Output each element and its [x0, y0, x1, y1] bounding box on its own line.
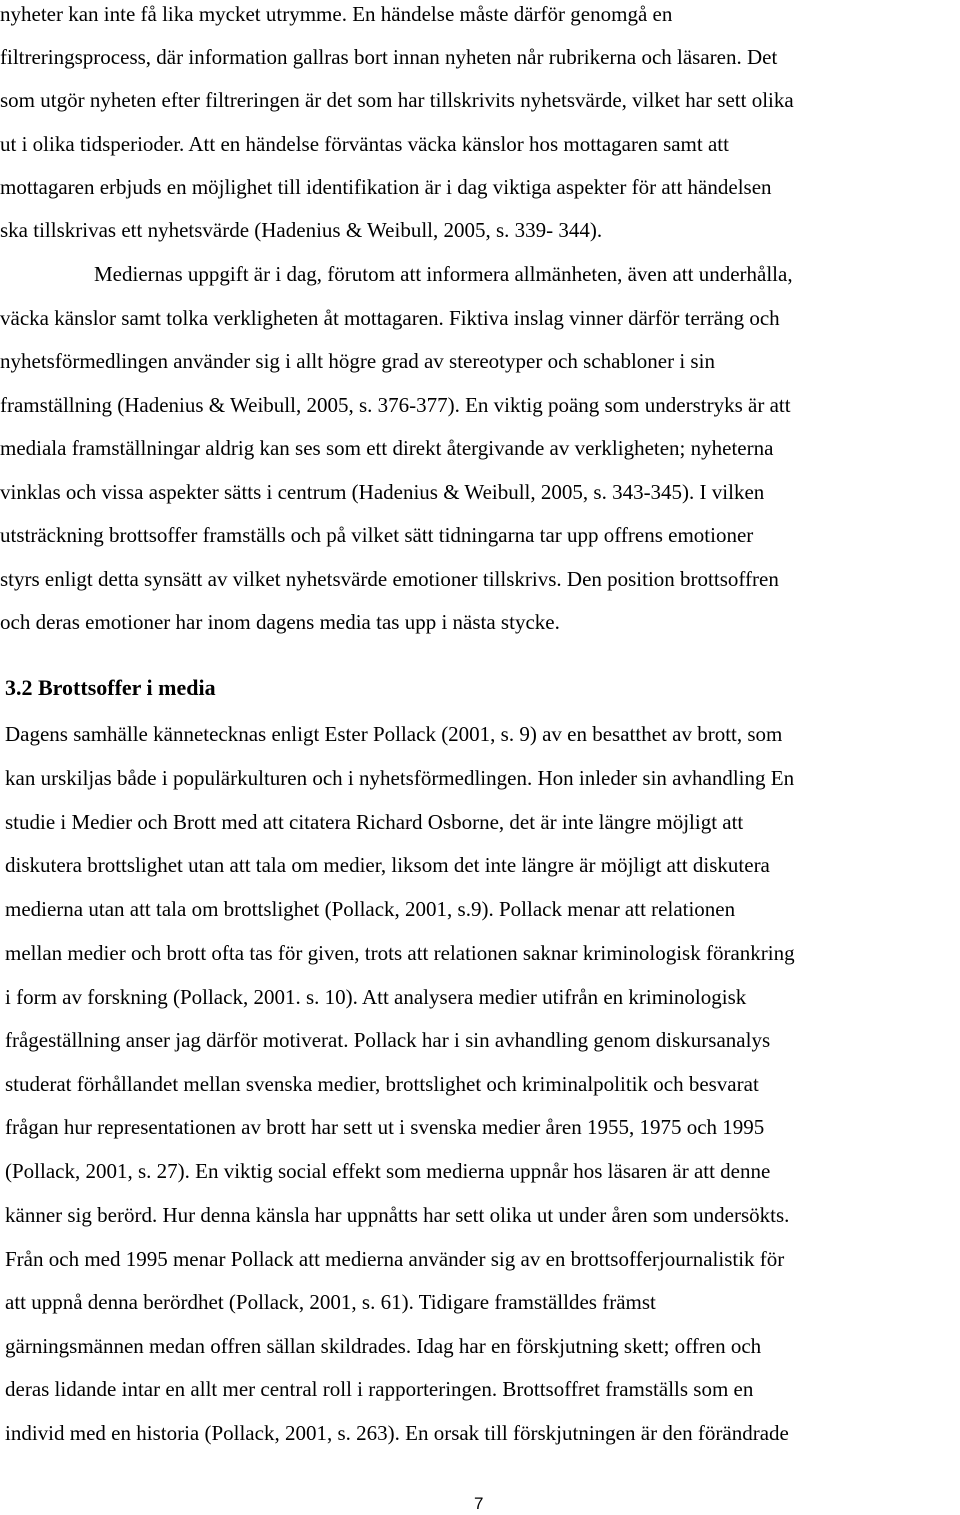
text-line: filtreringsprocess, där information gallras bort innan nyheten når rubrikerna och läsaren. Det	[0, 45, 778, 69]
text-line: (Pollack, 2001, s. 27). En viktig social effekt som medierna uppnår hos läsaren är att denne	[5, 1159, 771, 1183]
text-line: frågeställning anser jag därför motiverat. Pollack har i sin avhandling genom diskursanalys	[5, 1028, 771, 1052]
text-line: gärningsmännen medan offren sällan skildrades. Idag har en förskjutning skett; offren och	[5, 1334, 762, 1358]
page-number: 7	[474, 1494, 484, 1513]
text-line: nyheter kan inte få lika mycket utrymme. En händelse måste därför genomgå en	[0, 2, 673, 26]
section-heading: 3.2 Brottsoffer i media	[5, 675, 216, 700]
text-line: och deras emotioner har inom dagens media tas upp i nästa stycke.	[0, 610, 560, 634]
text-line: Dagens samhälle kännetecknas enligt Ester Pollack (2001, s. 9) av en besatthet av brott, som	[5, 722, 783, 746]
text-line: väcka känslor samt tolka verkligheten åt mottagaren. Fiktiva inslag vinner därför terräng och	[0, 306, 780, 330]
text-line: studie i Medier och Brott med att citatera Richard Osborne, det är inte längre möjligt att	[5, 810, 744, 834]
text-line: diskutera brottslighet utan att tala om medier, liksom det inte längre är möjligt att diskutera	[5, 853, 770, 877]
text-line: mottagaren erbjuds en möjlighet till identifikation är i dag viktiga aspekter för att händelsen	[0, 175, 772, 199]
text-line: mellan medier och brott ofta tas för given, trots att relationen saknar kriminologisk förankring	[5, 941, 795, 965]
text-line: studerat förhållandet mellan svenska medier, brottslighet och kriminalpolitik och besvarat	[5, 1072, 759, 1096]
text-line: individ med en historia (Pollack, 2001, s. 263). En orsak till förskjutningen är den förändrade	[5, 1421, 789, 1445]
text-line: som utgör nyheten efter filtreringen är det som har tillskrivits nyhetsvärde, vilket har sett olika	[0, 88, 794, 112]
text-line: nyhetsförmedlingen använder sig i allt högre grad av stereotyper och schabloner i sin	[0, 349, 715, 373]
text-line: ut i olika tidsperioder. Att en händelse förväntas väcka känslor hos mottagaren samt att	[0, 132, 729, 156]
text-line: känner sig berörd. Hur denna känsla har uppnåtts har sett olika ut under åren som undersökts.	[5, 1203, 790, 1227]
text-line: styrs enligt detta synsätt av vilket nyhetsvärde emotioner tillskrivs. Den position brottsoffren	[0, 567, 779, 591]
text-line: frågan hur representationen av brott har sett ut i svenska medier åren 1955, 1975 och 1995	[5, 1115, 765, 1139]
text-line: framställning (Hadenius & Weibull, 2005, s. 376-377). En viktig poäng som understryks är att	[0, 393, 791, 417]
text-line: medierna utan att tala om brottslighet (Pollack, 2001, s.9). Pollack menar att relationen	[5, 897, 736, 921]
text-line: ska tillskrivas ett nyhetsvärde (Hadenius & Weibull, 2005, s. 339- 344).	[0, 218, 603, 242]
text-line: Från och med 1995 menar Pollack att medierna använder sig av en brottsofferjournalistik för	[5, 1247, 785, 1271]
text-line: deras lidande intar en allt mer central roll i rapporteringen. Brottsoffret framställs som en	[5, 1377, 754, 1401]
text-line: vinklas och vissa aspekter sätts i centrum (Hadenius & Weibull, 2005, s. 343-345). I vilken	[0, 480, 765, 504]
text-line: kan urskiljas både i populärkulturen och i nyhetsförmedlingen. Hon inleder sin avhandling En	[5, 766, 795, 790]
text-line: i form av forskning (Pollack, 2001. s. 10). Att analysera medier utifrån en kriminologisk	[5, 985, 747, 1009]
text-line: mediala framställningar aldrig kan ses som ett direkt återgivande av verkligheten; nyheterna	[0, 436, 774, 460]
text-line: Mediernas uppgift är i dag, förutom att informera allmänheten, även att underhålla,	[94, 262, 793, 286]
text-line: utsträckning brottsoffer framställs och på vilket sätt tidningarna tar upp offrens emotioner	[0, 523, 754, 547]
text-line: att uppnå denna berördhet (Pollack, 2001, s. 61). Tidigare framställdes främst	[5, 1290, 656, 1314]
